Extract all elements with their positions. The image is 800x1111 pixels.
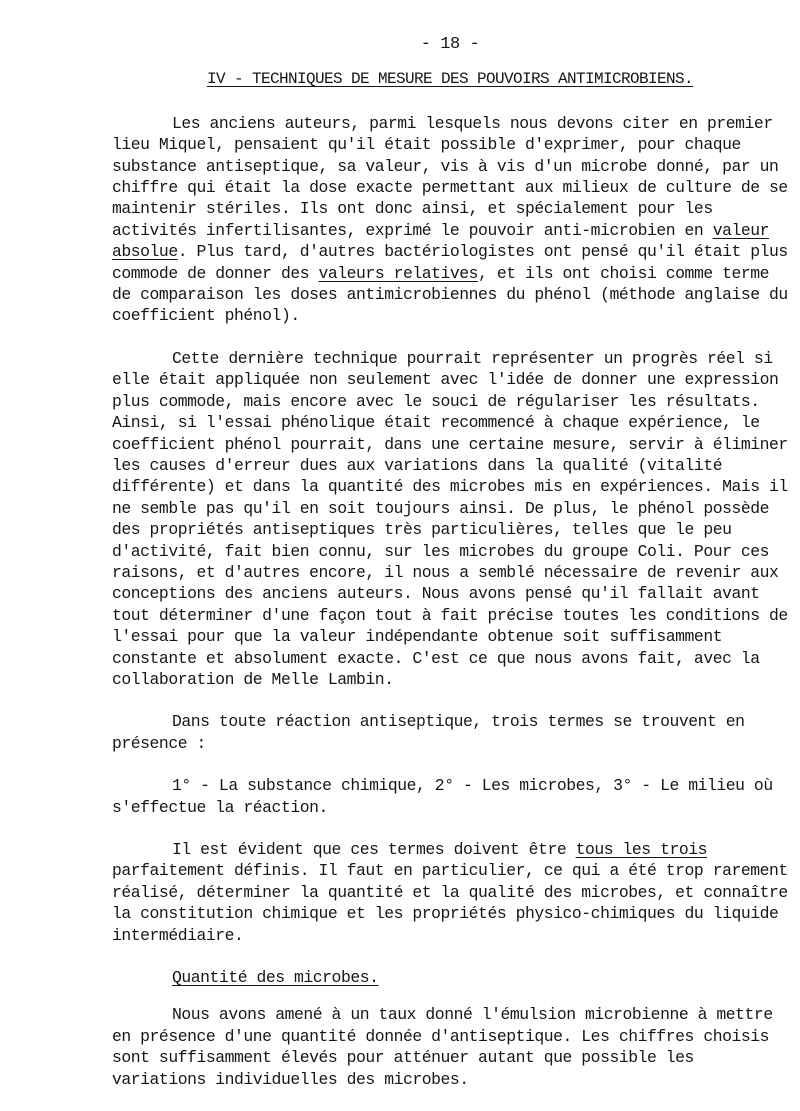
paragraph-5-text-1: Il est évident que ces termes doivent être	[172, 840, 576, 859]
paragraph-3: Dans toute réaction antiseptique, trois termes se trouvent en présence :	[112, 712, 745, 753]
document-page	[112, 34, 788, 1111]
emphasis-valeurs-relatives: valeurs relatives	[318, 263, 479, 283]
paragraph-1-text-1: Les anciens auteurs, parmi lesquels nous devons citer en premier lieu Miquel, pensaient qu'il était possible d'exprimer, pour chaque substance antiseptique, sa valeur, vis à vis d'un microbe donné, par un chiffre qui était la dose exacte permettant aux milieux de culture de se maintenir stériles. Ils ont donc ainsi, et spécialement pour les activités infertilisantes, exprimé le pouvoir anti-microbien en	[112, 113, 788, 240]
emphasis-tous-les-trois: tous les trois	[575, 840, 708, 859]
paragraph-1-text-3: , et ils ont choisi comme terme de comparaison les doses antimicrobiennes du phénol (méthode anglaise du coefficient phénol).	[112, 263, 788, 326]
subheading-text: Quantité des microbes.	[172, 968, 379, 988]
paragraph-6: Nous avons amené à un taux donné l'émulsion microbienne à mettre en présence d'une quantité donnée d'antiseptique. Les chiffres choisis sont suffisamment élevés pour atténuer autant que possible les variations individuelles des microbes.	[112, 1005, 773, 1089]
paragraph-4: 1° - La substance chimique, 2° - Les microbes, 3° - Le milieu où s'effectue la réaction.	[112, 776, 773, 817]
emphasis-valeur-absolue: valeur absolue	[112, 220, 770, 262]
page-number: - 18 -	[420, 35, 480, 54]
subheading	[112, 967, 788, 988]
paragraph-1-text-2: . Plus tard, d'autres bactériologistes ont pensé qu'il était plus commode de donner des	[112, 242, 788, 283]
paragraph-1	[112, 113, 788, 327]
paragraph-2: Cette dernière technique pourrait représenter un progrès réel si elle était appliquée non seulement avec l'idée de donner une expression plus commode, mais encore avec le souci de régulariser les résultats. Ainsi, si l'essai phénolique était recommencé à chaque expérience, le coefficient phénol pourrait, dans une certaine mesure, servir à éliminer les causes d'erreur dues aux variations dans la qualité (vitalité différente) et dans la quantité des microbes mis en expériences. Mais il ne semble pas qu'il en soit toujours ainsi. De plus, le phénol possède des propriétés antiseptiques très particulières, telles que le peu d'activité, fait bien connu, sur les microbes du groupe Coli. Pour ces raisons, et d'autres encore, il nous a semblé nécessaire de revenir aux conceptions des anciens auteurs. Nous avons pensé qu'il fallait avant tout déterminer d'une façon tout à fait précise toutes les conditions de l'essai pour que la valeur indépendante obtenue soit suffisamment constante et absolument exacte. C'est ce que nous avons fait, avec la collaboration de Melle Lambin.	[112, 348, 788, 689]
paragraph-5	[112, 839, 788, 946]
section-heading: IV - TECHNIQUES DE MESURE DES POUVOIRS ANTIMICROBIENS.	[206, 70, 694, 89]
paragraph-5-text-2: parfaitement définis. Il faut en particulier, ce qui a été trop rarement réalisé, déterminer la quantité et la qualité des microbes, et connaître la constitution chimique et les propriétés physico-chimiques du liquide intermédiaire.	[112, 861, 788, 945]
